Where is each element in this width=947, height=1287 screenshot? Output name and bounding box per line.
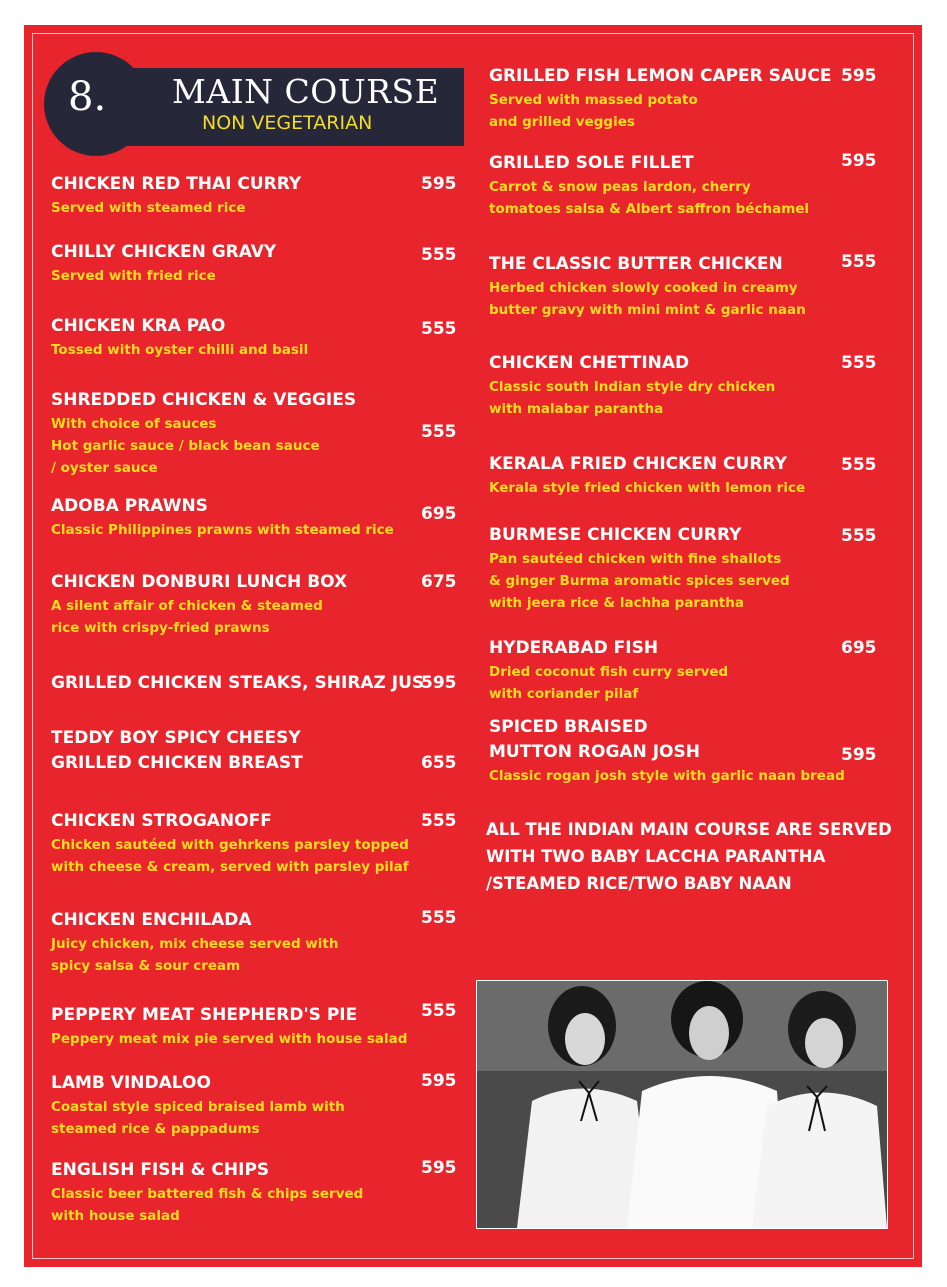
menu-item-name: SHREDDED CHICKEN & VEGGIES	[51, 390, 357, 410]
menu-item-description: Classic south Indian style dry chicken	[489, 379, 776, 395]
menu-item-description: with coriander pilaf	[489, 686, 639, 702]
menu-item-name: CHICKEN CHETTINAD	[489, 353, 690, 373]
menu-item-description: Served with fried rice	[51, 268, 216, 284]
footer-note-line: WITH TWO BABY LACCHA PARANTHA	[486, 847, 826, 866]
menu-item-description: Juicy chicken, mix cheese served with	[51, 936, 339, 952]
menu-item-description: Kerala style fried chicken with lemon rice	[489, 480, 806, 496]
menu-item	[51, 1071, 345, 1140]
menu-item-description: Pan sautéed chicken with fine shallots	[489, 551, 782, 567]
menu-item-name: ENGLISH FISH & CHIPS	[51, 1160, 270, 1180]
menu-item-price: 595	[421, 673, 457, 693]
footer-note-line: /STEAMED RICE/TWO BABY NAAN	[486, 874, 792, 893]
menu-item-description: and grilled veggies	[489, 114, 635, 130]
menu-item-name: CHICKEN RED THAI CURRY	[51, 174, 302, 194]
menu-item-price: 595	[421, 1158, 457, 1178]
menu-item	[51, 726, 303, 776]
menu-item-price: 555	[421, 319, 457, 339]
menu-item-description: Classic rogan josh style with garlic naan bread	[489, 768, 845, 784]
section-title: MAIN COURSE	[172, 72, 440, 111]
menu-item-name: BURMESE CHICKEN CURRY	[489, 525, 742, 545]
menu-item-description: / oyster sauce	[51, 460, 158, 476]
menu-item-price: 595	[841, 66, 877, 86]
menu-item-description: Served with steamed rice	[51, 200, 246, 216]
menu-item-price: 595	[841, 745, 877, 765]
menu-item	[489, 452, 805, 499]
menu-item	[51, 494, 394, 541]
menu-item	[51, 314, 308, 361]
menu-item	[51, 1003, 407, 1050]
menu-item-name: CHICKEN STROGANOFF	[51, 811, 272, 831]
menu-item-description: Chicken sautéed with gehrkens parsley topped	[51, 837, 409, 853]
menu-item-description: A silent affair of chicken & steamed	[51, 598, 323, 614]
menu-item	[489, 523, 790, 614]
menu-item-name: CHICKEN DONBURI LUNCH BOX	[51, 572, 348, 592]
menu-item	[489, 64, 831, 133]
menu-item-price: 675	[421, 572, 457, 592]
menu-item	[51, 570, 347, 639]
footer-note-line: ALL THE INDIAN MAIN COURSE ARE SERVED	[486, 820, 892, 839]
menu-item-name: MUTTON ROGAN JOSH	[489, 742, 700, 762]
menu-item-name: PEPPERY MEAT SHEPHERD'S PIE	[51, 1005, 358, 1025]
menu-item-name: KERALA FRIED CHICKEN CURRY	[489, 454, 787, 474]
menu-item	[51, 908, 338, 977]
menu-item-name: THE CLASSIC BUTTER CHICKEN	[489, 254, 783, 274]
menu-item-description: spicy salsa & sour cream	[51, 958, 241, 974]
menu-item-name: GRILLED SOLE FILLET	[489, 153, 694, 173]
menu-item-description: steamed rice & pappadums	[51, 1121, 260, 1137]
menu-item-description: butter gravy with mini mint & garlic naan	[489, 302, 806, 318]
section-header	[44, 52, 464, 156]
menu-item-price: 555	[421, 245, 457, 265]
menu-item	[51, 388, 356, 479]
menu-item-price: 555	[841, 353, 877, 373]
menu-item-description: Served with massed potato	[489, 92, 698, 108]
menu-item-name: GRILLED FISH LEMON CAPER SAUCE	[489, 66, 832, 86]
menu-item-price: 695	[841, 638, 877, 658]
menu-item-description: Dried coconut fish curry served	[489, 664, 729, 680]
menu-item	[489, 252, 806, 321]
menu-item-description: Tossed with oyster chilli and basil	[51, 342, 309, 358]
fashion-photo	[476, 980, 888, 1229]
menu-item-description: with cheese & cream, served with parsley pilaf	[51, 859, 409, 875]
menu-item-name: GRILLED CHICKEN STEAKS, SHIRAZ JUS	[51, 673, 425, 693]
menu-item-price: 595	[841, 151, 877, 171]
menu-item-price: 555	[841, 455, 877, 475]
section-subtitle: NON VEGETARIAN	[202, 112, 373, 134]
menu-item	[51, 671, 424, 696]
menu-item-price: 555	[841, 252, 877, 272]
menu-item-description: with jeera rice & lachha parantha	[489, 595, 744, 611]
menu-item-description: Carrot & snow peas lardon, cherry	[489, 179, 751, 195]
menu-item-description: with house salad	[51, 1208, 180, 1224]
menu-item-name: GRILLED CHICKEN BREAST	[51, 753, 303, 773]
section-number: 8.	[68, 74, 107, 120]
menu-item-description: Coastal style spiced braised lamb with	[51, 1099, 345, 1115]
menu-item-name: HYDERABAD FISH	[489, 638, 659, 658]
menu-item-price: 655	[421, 753, 457, 773]
menu-item-name: CHICKEN KRA PAO	[51, 316, 226, 336]
menu-item-description: Herbed chicken slowly cooked in creamy	[489, 280, 798, 296]
menu-item-description: rice with crispy-fried prawns	[51, 620, 270, 636]
menu-item	[489, 715, 845, 787]
menu-item-price: 555	[841, 526, 877, 546]
menu-item-name: CHILLY CHICKEN GRAVY	[51, 242, 277, 262]
menu-item	[51, 240, 276, 287]
menu-item	[51, 1158, 363, 1227]
menu-item	[51, 172, 301, 219]
menu-item-price: 595	[421, 1071, 457, 1091]
menu-item-price: 555	[421, 811, 457, 831]
menu-item-description: With choice of sauces	[51, 416, 217, 432]
menu-item-description: Classic Philippines prawns with steamed rice	[51, 522, 394, 538]
fashion-photo-illustration	[477, 981, 887, 1228]
menu-item-description: Peppery meat mix pie served with house salad	[51, 1031, 408, 1047]
menu-item-name: SPICED BRAISED	[489, 717, 648, 737]
menu-item	[51, 809, 409, 878]
menu-item-description: Hot garlic sauce / black bean sauce	[51, 438, 320, 454]
menu-item-price: 555	[421, 1001, 457, 1021]
menu-item-price: 555	[421, 422, 457, 442]
menu-item	[489, 351, 775, 420]
menu-item-price: 555	[421, 908, 457, 928]
footer-note	[486, 816, 892, 897]
menu-item-name: LAMB VINDALOO	[51, 1073, 211, 1093]
menu-item-name: ADOBA PRAWNS	[51, 496, 208, 516]
menu-item-name: CHICKEN ENCHILADA	[51, 910, 252, 930]
menu-item	[489, 151, 809, 220]
menu-item-price: 595	[421, 174, 457, 194]
menu-item	[489, 636, 728, 705]
menu-item-description: Classic beer battered fish & chips served	[51, 1186, 364, 1202]
menu-item-description: & ginger Burma aromatic spices served	[489, 573, 790, 589]
menu-item-description: with malabar parantha	[489, 401, 664, 417]
menu-item-name: TEDDY BOY SPICY CHEESY	[51, 728, 301, 748]
menu-item-price: 695	[421, 504, 457, 524]
menu-item-description: tomatoes salsa & Albert saffron béchamel	[489, 201, 810, 217]
